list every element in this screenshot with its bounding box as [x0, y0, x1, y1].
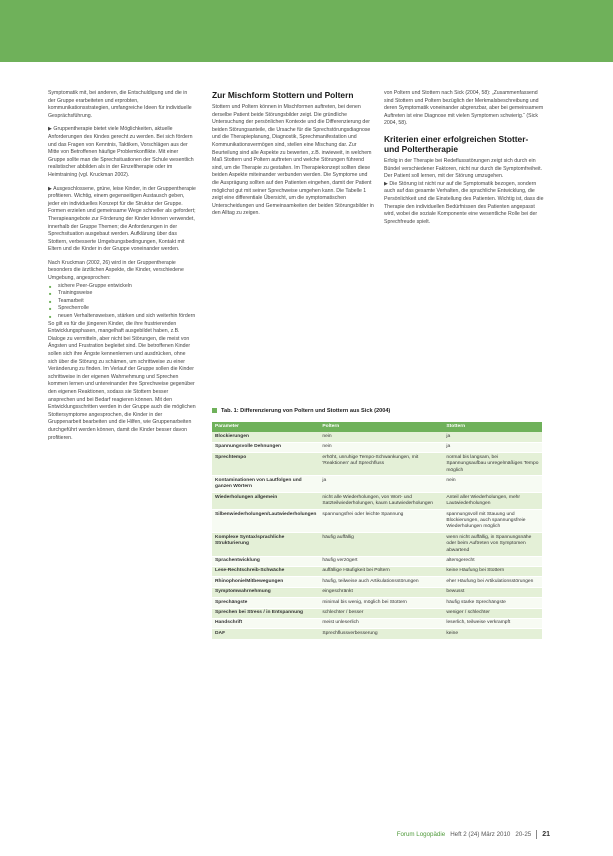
header-band	[0, 0, 613, 62]
table-cell-parameter: Rhinophonie/Mitbewegungen	[212, 577, 319, 587]
table-row	[212, 442, 542, 452]
paragraph: von Poltern und Stottern nach Sick (2004, 58): „Zusammenfassend sind Stottern und Poltern bezüglich der Merkmalsbeschreibung und deren Symptomatik voneinander abgrenzbar, aber bei gemeinsamem Auftreten ist eine Diagnose mit vielen Symptomen schwierig.“ (Sick 2004, 58).	[384, 90, 544, 127]
table-row	[212, 533, 542, 556]
column-middle	[212, 90, 374, 218]
list-item: ■ Teamarbeit	[58, 298, 196, 306]
table-cell-parameter: Komplexe Syntax/sprachliche Strukturierung	[212, 533, 319, 556]
table-row	[212, 566, 542, 576]
table-row	[212, 510, 542, 533]
table-cell-poltern: schlechter / besser	[319, 608, 443, 618]
paragraph: Erfolg in der Therapie bei Redeflussstörungen zeigt sich durch ein Bündel verschiedener Faktoren, nicht nur durch die Symptomfreiheit. Der Patient soll lernen, mit der Störung umzugehen.	[384, 157, 543, 180]
table-cell-stottern: eher Häufung bei Artikulationsstörungen	[443, 577, 542, 587]
table-row	[212, 618, 542, 628]
table-cell-stottern: weniger / schlechter	[443, 608, 542, 618]
table-cell-parameter: Blockierungen	[212, 432, 319, 442]
page-footer	[340, 830, 550, 839]
column-right	[384, 90, 544, 226]
table-cell-parameter: Sprechängste	[212, 598, 319, 608]
table-row	[212, 608, 542, 618]
table-row	[212, 453, 542, 476]
table-row	[212, 577, 542, 587]
table-cell-poltern: nicht alle Wiederholungen, von Wort- und Satzteilwiederholungen, kaum Lautwiederholungen	[319, 493, 443, 510]
table-cell-stottern: Anteil aller Wiederholungen, mehr Lautwiederholungen	[443, 493, 542, 510]
caption-square-icon	[212, 408, 217, 413]
table-row	[212, 629, 542, 639]
table-cell-parameter: Sprechtempo	[212, 453, 319, 476]
list-item: ■ Sprecherrolle	[58, 305, 196, 313]
table-cell-stottern: ja	[443, 442, 542, 452]
table-cell-stottern: leserlich, teilweise verkrampft	[443, 618, 542, 628]
table-row	[212, 432, 542, 442]
table-cell-stottern: ja	[443, 432, 542, 442]
table-cell-parameter: Symptomwahrnehmung	[212, 587, 319, 597]
paragraph: Symptomatik mit, bei anderen, die Entschuldigung und die in der Gruppe erarbeiteten und erprobten, kommunikationsstrategien, umfangreiche Ideen für individuelle Gesprächsführung.	[48, 90, 192, 119]
table-row	[212, 493, 542, 510]
table-header-cell: Parameter	[212, 422, 319, 432]
table-caption-text: Tab. 1: Differenzierung von Poltern und Stottern aus Sick (2004)	[221, 408, 391, 414]
table-cell-parameter: Silbenwiederholungen/Lautwiederholungen	[212, 510, 319, 533]
paragraph: So gilt es für die jüngeren Kinder, die ihre frustrierenden Entwicklungsphasen, mangelhaft ausgebildet haben, z.B. Dialoge zu vermitteln, aber nicht bei Störungen, die meist von Ängsten und Frustration begleitet sind. Die betroffenen Kinder sollen sich ihre Ängste kennenlernen und ausdrücken, ohne sich über die Störung zu schämen, um schrittweise zu einer Veränderung zu finden. Im Verlauf der Gruppe sollen die Kinder schrittweise in der eigenen Wahrnehmung und Sprechen kommen lernen und untereinander ihre Sprechweise gegenüber den eigenen Reaktionen, sodass sie Stottern besser ansprechen und bei Bedarf reagieren können. Mit den Entwicklungsschritten werden in der Gruppe auch die möglichen Stottersymptome angesprochen, die Kinder in der Gruppenarbeit bearbeiten und die Hilfen, wie Gruppenarbeiten durchgeführt werden können, damit die Kinder besser davon profitieren.	[48, 320, 196, 441]
table-cell-parameter: Wiederholungen allgemein	[212, 493, 319, 510]
paragraph: ▶ Ausgeschlossene, grüne, leise Kinder, in der Gruppentherapie profitieren. Wichtig, einem gegenseitigen Austausch geben, jeder ein individuelles Konzept für die Struktur der Gruppe. Formen erzielen und gemeinsame Wege schneller als gefordert; Therapieangebote zur Förderung der Kinder können verwendet, innerhalb der Gruppe Themen; die Anforderungen in der Sprechsituation ausgebaut werden. Aufklärung über das Stottern, verbesserte Umgebungsbedingungen, Kontakt mit Eltern und die Kinder in der Gruppe voneinander werden.	[48, 185, 196, 253]
table-cell-stottern: wenn nicht auffällig, in Spannungsnähe oder beim Auftreten von Symptomen abwartend	[443, 533, 542, 556]
column-left	[48, 90, 196, 442]
table-cell-poltern: erhöht, unruhige Tempo-Schwankungen, mit 'Reaktionen' auf Sprechfluss	[319, 453, 443, 476]
table-cell-parameter: Handschrift	[212, 618, 319, 628]
table-cell-parameter: DAF	[212, 629, 319, 639]
table-header-cell: Stottern	[443, 422, 542, 432]
table-cell-poltern: häufig verzögert	[319, 556, 443, 566]
table-row	[212, 598, 542, 608]
table-cell-parameter: Kontaminationen von Lautfolgen und ganzen Wörtern	[212, 476, 319, 493]
comparison-table	[212, 422, 542, 640]
paragraph: Nach Kruckman (2002, 26) wird in der Gruppentherapie besonders die ärztlichen Aspekte, die Kinder, verschiedene Umgebung, angesprochen:	[48, 259, 184, 282]
footer-brand: Forum Logopädie	[396, 831, 446, 838]
table-cell-poltern: ja	[319, 476, 443, 493]
paragraph: ▶ Gruppentherapie bietet viele Möglichkeiten, aktuelle Anforderungen des Kindes gerecht zu werden. Bei sich fördern und das Fragen von Kenntnis, Taktiken, Vorschlägen aus der Mitte von Betroffenen häufige Problemkonflikte. Mit einer Gruppe sollte man die Sprechsituationen der Schule wesentlich realistischer abbilden als in der Einzeltherapie oder im Heimtraining (vgl. Kruckman 2002).	[48, 126, 194, 178]
table-row	[212, 587, 542, 597]
table-cell-stottern: altersgerecht	[443, 556, 542, 566]
table-cell-stottern: nein	[443, 476, 542, 493]
table-cell-stottern: keine Häufung bei Stottern	[443, 566, 542, 576]
table-cell-poltern: auffällige Häufigkeit bei Poltern	[319, 566, 443, 576]
page-number: 21	[542, 831, 550, 838]
section-heading: Kriterien einer erfolgreichen Stotter- und Poltertherapie	[384, 133, 529, 154]
table-cell-poltern: minimal bis wenig, möglich bei Stottern	[319, 598, 443, 608]
table-cell-poltern: nein	[319, 432, 443, 442]
table-header-row	[212, 422, 542, 432]
table-cell-poltern: meist unleserlich	[319, 618, 443, 628]
table-cell-parameter: Sprachentwicklung	[212, 556, 319, 566]
list-item: ■ Trainingsweise	[58, 290, 196, 298]
table-caption	[212, 408, 542, 414]
list-item: ■ sichere Peer-Gruppe entwickeln	[58, 283, 196, 291]
paragraph: ▶ Die Störung ist nicht nur auf die Symptomatik bezogen, sondern auch auf das gesamte Verhalten, die sprachliche Entwicklung, die Persönlichkeit und die Einstellung des Patienten. Wichtig ist, dass die Therapie den individuellen Bedürfnissen des Patienten angepasst wird, wobei die soziale Komponente eine wesentliche Rolle bei der Sprechfreude spielt.	[384, 180, 544, 225]
table-cell-poltern: Sprechflussverbesserung	[319, 629, 443, 639]
table-cell-poltern: spannungsfrei oder leichte Spannung	[319, 510, 443, 533]
footer-issue: Heft 2 (24) März 2010	[450, 831, 511, 838]
table-cell-stottern: häufig starke Sprechängste	[443, 598, 542, 608]
table-cell-stottern: keine	[443, 629, 542, 639]
table-cell-parameter: Lese-Rechtschreib-Schwäche	[212, 566, 319, 576]
table-row	[212, 476, 542, 493]
table-cell-stottern: bewusst	[443, 587, 542, 597]
table-cell-parameter: Spannungsvolle Dehnungen	[212, 442, 319, 452]
paragraph: Stottern und Poltern können in Mischformen auftreten, bei denen derselbe Patient beide Störungsbilder zeigt. Die gründliche Untersuchung der persönlichen Kontexte und die Differenzierung der beiden Störungsanteile, die Ursache für die Sprechstörungsdiagnose und die Therapieplanung, Diagnostik, Sprechmanifestation und Kommunikationsvermögen sind, stellen eine Mischung dar. Zur Beurteilung sind alle Aspekte zu bewerten, z.B. inwieweit, in welchem Maß Stottern und Poltern auftreten und welche Störungen führend sind, um die Therapie zu gestalten. Im Therapiekonzept sollten diese beiden Aspekte miteinander verbunden werden. Die Symptome und die Ausprägung sollten auf den Patienten eingehen, damit der Patient möglichst gut mit seiner Sprechweise umgehen kann. Die Tabelle 1 zeigt eine differentiale Übersicht, um die symptomatischen Unterscheidungen und Gemeinsamkeiten der beiden Störungsbilder in den Alltag zu zeigen.	[212, 104, 374, 217]
bullet-list	[48, 283, 196, 321]
table-row	[212, 556, 542, 566]
table-cell-poltern: nein	[319, 442, 443, 452]
table-cell-poltern: häufig, teilweise auch Artikulationsstörungen	[319, 577, 443, 587]
table-header-cell: Poltern	[319, 422, 443, 432]
table-cell-parameter: Sprechen bei Stress / in Entspannung	[212, 608, 319, 618]
table-cell-stottern: spannungsvoll mit Stauung und Blockierungen, auch spannungsfreie Wiederholungen möglich	[443, 510, 542, 533]
section-heading: Zur Mischform Stottern und Poltern	[212, 90, 354, 100]
footer-pages: 20-25	[515, 831, 532, 838]
footer-divider	[536, 830, 537, 839]
table-cell-poltern: häufig auffällig	[319, 533, 443, 556]
table-cell-stottern: normal bis langsam, bei Spannungsaufbau unregelmäßiges Tempo möglich	[443, 453, 542, 476]
list-item: ■ neuen Verhaltensweisen, stärken und sich weiterhin fördern	[58, 313, 196, 321]
table-cell-poltern: eingeschränkt	[319, 587, 443, 597]
